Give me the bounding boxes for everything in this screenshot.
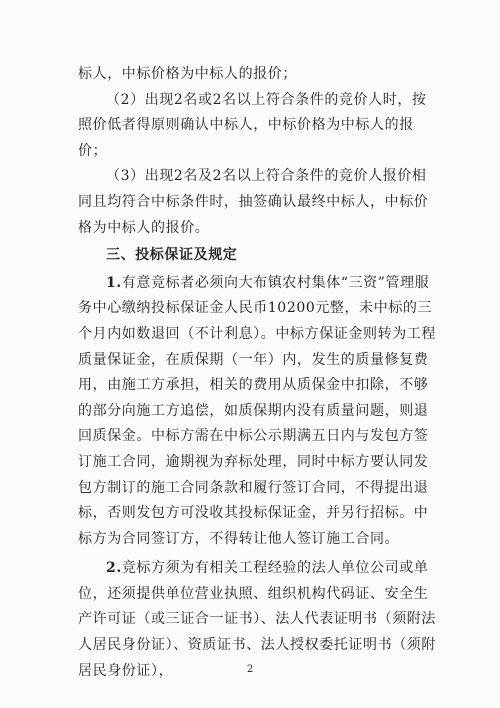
rule-2-text: 竞标方须为有相关工程经验的法人单位公司或单位，还须提供单位营业执照、组织机构代码证、安全生产许可证（或三证合一证书）、法人代表证明书（须附法人居民身份证）、资质证书、法人授权委托证明书（须附居民身份证）， xyxy=(78,560,436,679)
paragraph-clause-3: （3）出现2名及2名以上符合条件的竞价人报价相同且均符合中标条件时，抽签确认最终中标人，中标价格为中标人的报价。 xyxy=(78,168,429,236)
paragraph-continuation: 标人，中标价格为中标人的报价； xyxy=(78,66,297,82)
rule-1-number: 1. xyxy=(106,274,122,291)
section-heading: 三、投标保证及规定 xyxy=(106,247,238,264)
page-number: 2 xyxy=(246,664,254,675)
rule-1-text: 有意竞标者必须向大布镇农村集体“三资”管理服务中心缴纳投标保证金人民币10200元整，未中标的三个月内如数退回（不计利息）。中标方保证金则转为工程质量保证金，在质保期（一年）内，发生的质量修复费用，由施工方承担，相关的费用从质保金中扣除，不够的部分向施工方追偿，如质保期内没有质量问题，则退回质保金。中标方需在中标公示期满五日内与发包方签订施工合同，逾期视为弃标处理，同时中标方要认同发包方制订的施工合同条款和履行签订合同，不得提出退标，否则发包方可没收其投标保证金，并另行招标。中标方为合同签订方，不得转让他人签订施工合同。 xyxy=(78,274,436,547)
rule-2-number: 2. xyxy=(106,560,122,577)
paragraph-rule-1 xyxy=(78,271,440,553)
paragraph-clause-2: （2）出现2名或2名以上符合条件的竞价人时，按照价低者得原则确认中标人，中标价格为中标人的报价； xyxy=(78,91,427,159)
